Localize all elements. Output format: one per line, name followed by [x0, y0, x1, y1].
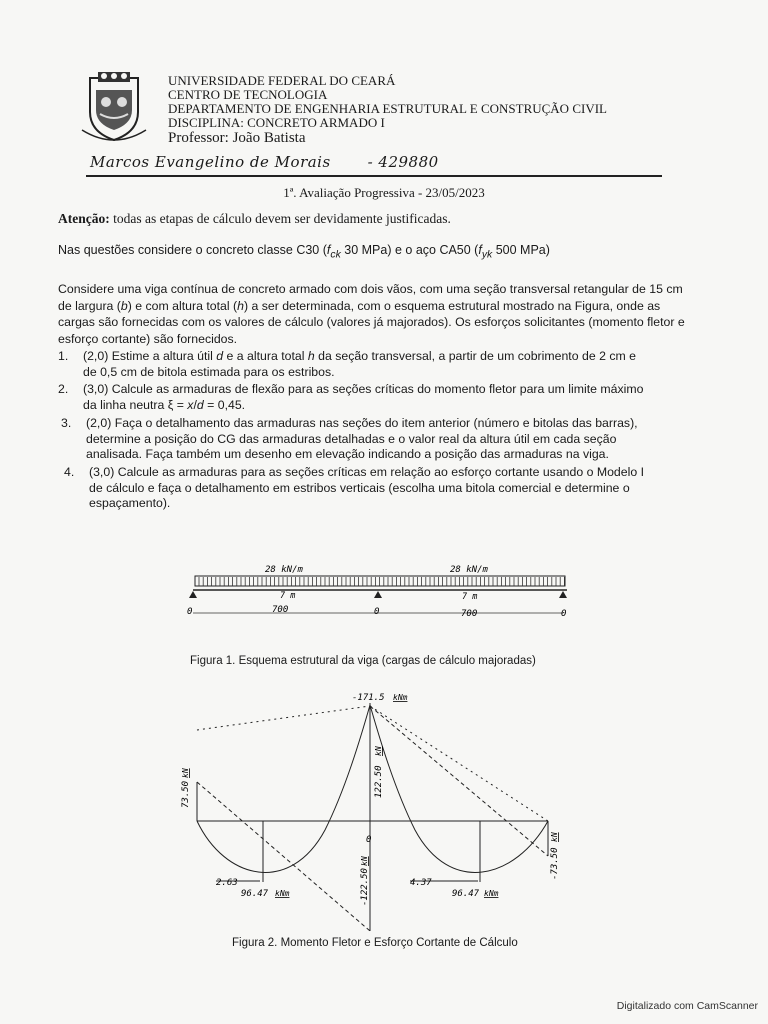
institution-header: [168, 74, 607, 147]
center-name: CENTRO DE TECNOLOGIA: [168, 87, 328, 102]
materials-text-2: 30 MPa) e o aço CA50 (: [340, 243, 479, 257]
university-seal-icon: [76, 70, 152, 146]
student-name: Marcos Evangelino de Morais: [90, 153, 331, 171]
question-3: [61, 416, 638, 463]
moment-support-value: -171.5: [352, 693, 385, 703]
figure-1-caption: Figura 1. Esquema estrutural da viga (cargas de cálculo majoradas): [190, 655, 536, 667]
span-label-left: 7 m: [280, 591, 296, 601]
shear-left-value: 73.50: [181, 780, 191, 808]
question-text: (2,0) Faça o detalhamento das armaduras nas seções do item anterior (número e bitolas das barras),: [86, 416, 638, 430]
moment-right-max-value: 96.47: [452, 889, 480, 899]
header-divider: [86, 175, 662, 177]
materials-note: [58, 243, 550, 261]
support-right: [559, 591, 567, 598]
question-number: 4.: [64, 465, 75, 479]
problem-statement: Considere uma viga contínua de concreto armado com dois vãos, com uma seção transversal retangular de 15 cm de largura (b) e com altura total (h) a ser determinada, com o esquema estrutural mostrado na Figura, onde as cargas são fornecidas com os valores de cálculo (valores já majorados). Os esforços solicitantes (momento fletor e esforço cortante) são fornecidos.: [58, 282, 685, 346]
dimension-label-right: 700: [461, 609, 478, 619]
question-text: (3,0) Calcule as armaduras para as seções críticas em relação ao esforço cortante usando o Modelo I: [89, 465, 645, 479]
university-name: UNIVERSIDADE FEDERAL DO CEARÁ: [168, 73, 396, 88]
node-label-middle: 0: [374, 607, 380, 617]
question-2: [58, 382, 643, 413]
shear-right-value: -73.50: [550, 847, 560, 880]
exam-title: 1ª. Avaliação Progressiva - 23/05/2023: [283, 185, 485, 200]
student-handwritten-name: [90, 153, 439, 171]
question-text: de 0,5 cm de bitola estimada para os estribos.: [83, 364, 335, 379]
professor-name: Professor: João Batista: [168, 130, 306, 146]
attention-text: todas as etapas de cálculo devem ser devidamente justificadas.: [109, 211, 451, 226]
discipline-name: DISCIPLINA: CONCRETO ARMADO I: [168, 115, 385, 130]
moment-left-max-value: 96.47: [241, 889, 269, 899]
zero-label: 0: [366, 835, 372, 845]
question-1: [58, 349, 636, 380]
load-label-right: 28 kN/m: [450, 565, 488, 575]
fyk-symbol: f: [478, 243, 482, 257]
shear-line-right: [370, 706, 548, 856]
x-right-value: 4.37: [410, 878, 432, 888]
shear-mid-negative-value: -122.50: [360, 868, 370, 906]
node-label-left: 0: [187, 607, 193, 617]
moment-right-unit: kNm: [484, 889, 499, 898]
attention-label: Atenção:: [58, 211, 110, 226]
x-left-value: 2.63: [216, 878, 238, 888]
shear-mid-positive-value: 122.50: [374, 765, 384, 798]
shear-line-left: [197, 782, 370, 931]
support-middle: [374, 591, 382, 598]
span-label-right: 7 m: [462, 592, 478, 602]
shear-left-unit: kN: [181, 768, 190, 778]
question-text: espaçamento).: [89, 496, 171, 510]
moment-curve-right: [370, 705, 548, 872]
load-label-left: 28 kN/m: [265, 565, 303, 575]
moment-curve-left: [197, 705, 370, 872]
fyk-subscript: yk: [481, 249, 493, 261]
moment-closing-left: [197, 706, 370, 730]
question-text: de cálculo e faça o detalhamento em estribos verticais (escolha uma bitola comercial e determine o: [89, 480, 630, 495]
moment-unit-label: kNm: [393, 693, 408, 702]
scanner-watermark: Digitalizado com CamScanner: [616, 1000, 758, 1012]
fck-subscript: ck: [330, 249, 341, 261]
shear-mid-negative-unit: kN: [360, 856, 369, 866]
department-name: DEPARTAMENTO DE ENGENHARIA ESTRUTURAL E CONSTRUÇÃO CIVIL: [168, 101, 607, 116]
question-number: 2.: [58, 382, 69, 396]
shear-mid-positive-unit: kN: [374, 746, 383, 756]
question-text: (3,0) Calcule as armaduras de flexão para as seções críticas do momento fletor para um limite máximo: [83, 382, 644, 396]
question-text: determine a posição do CG das armaduras detalhadas e o valor real da altura útil em cada seção: [86, 431, 617, 446]
distributed-load: [195, 576, 565, 586]
support-left: [189, 591, 197, 598]
question-text: (2,0) Estime a altura útil d e a altura total h da seção transversal, a partir de um cobrimento de 2 cm e: [83, 349, 636, 363]
figure-2-caption: Figura 2. Momento Fletor e Esforço Cortante de Cálculo: [232, 937, 518, 949]
moment-closing-right: [370, 706, 548, 821]
materials-text-3: 500 MPa): [492, 243, 550, 257]
question-text: analisada. Faça também um desenho em elevação indicando a posição das armaduras na viga.: [86, 447, 609, 461]
materials-text-1: Nas questões considere o concreto classe C30 (: [58, 243, 327, 257]
fck-symbol: f: [326, 243, 331, 257]
moment-left-unit: kNm: [275, 889, 290, 898]
student-id: - 429880: [367, 153, 439, 171]
question-4: [64, 465, 644, 512]
node-label-right: 0: [561, 609, 567, 619]
question-number: 1.: [58, 349, 69, 363]
attention-note: [58, 211, 451, 227]
dimension-label-left: 700: [272, 605, 289, 615]
shear-right-unit: kN: [550, 832, 559, 842]
question-number: 3.: [61, 416, 72, 430]
question-text: da linha neutra ξ = x/d = 0,45.: [83, 397, 246, 412]
